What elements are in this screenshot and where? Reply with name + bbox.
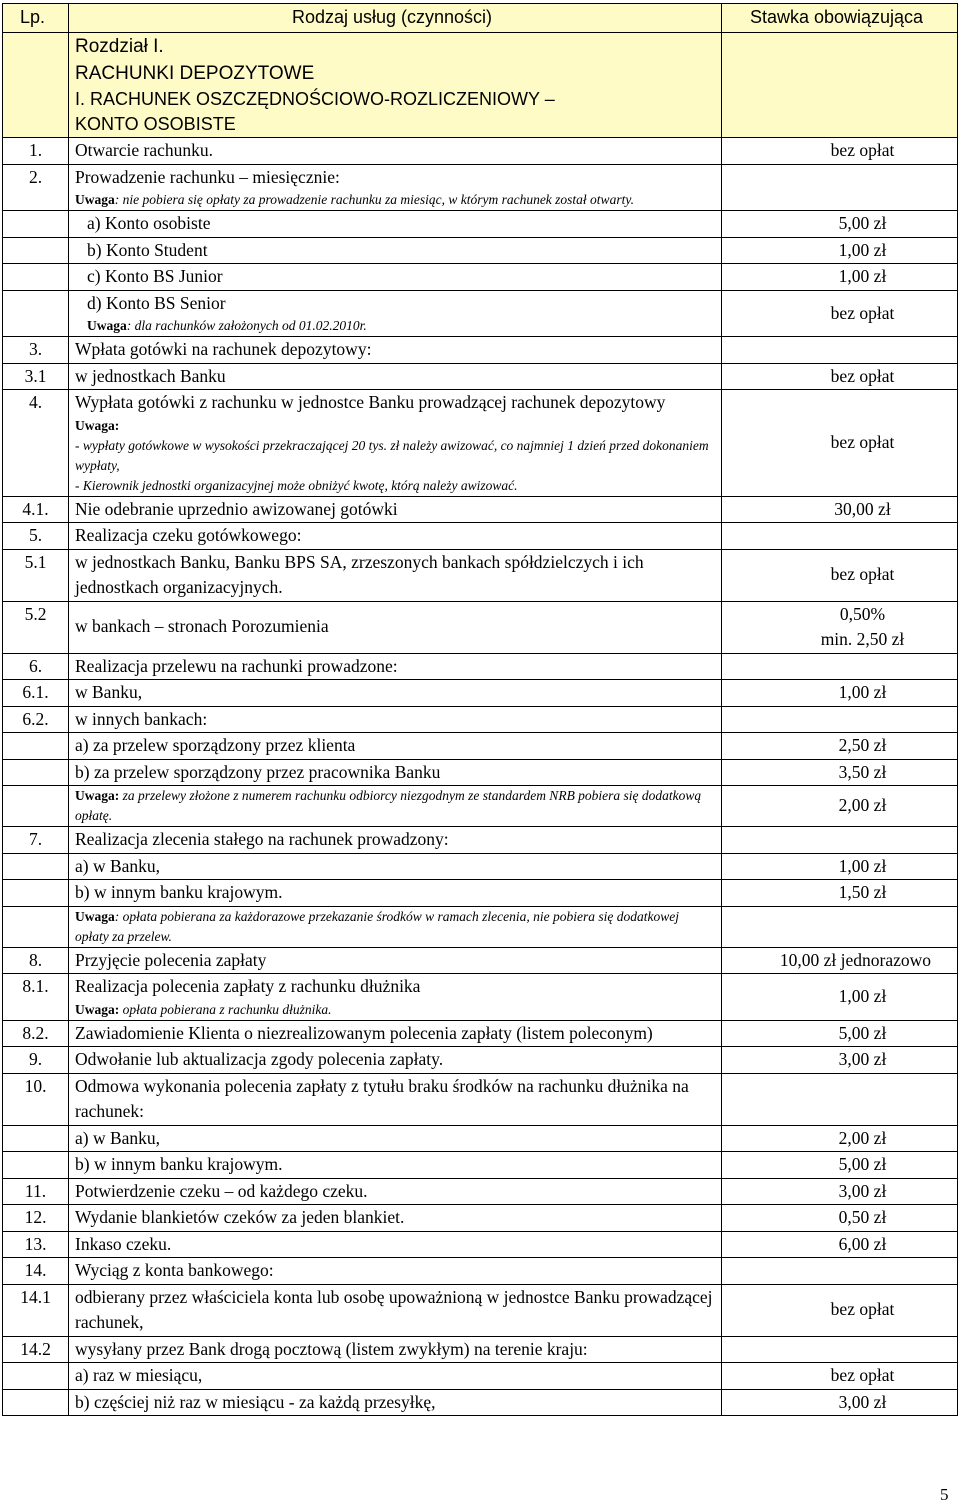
row-desc: Wpłata gotówki na rachunek depozytowy:: [69, 337, 722, 364]
table-row: [3, 1020, 958, 1047]
row-desc: Otwarcie rachunku.: [69, 138, 722, 165]
note-label: Uwaga: [87, 318, 127, 333]
row-rate: bez opłat: [722, 1363, 958, 1390]
table-row: [3, 601, 958, 653]
row-rate: 2,50 zł: [722, 733, 958, 760]
table-row: [3, 290, 958, 337]
row-desc: Przyjęcie polecenia zapłaty: [69, 947, 722, 974]
table-row: [3, 880, 958, 907]
row-desc: Wyciąg z konta bankowego:: [69, 1258, 722, 1285]
table-row: [3, 1152, 958, 1179]
row-note: - wypłaty gotówkowe w wysokości przekraczającej 20 tys. zł należy awizować, co najmniej 1 dzień przed dokonaniem wypłaty,: [75, 437, 709, 473]
table-row: [3, 1047, 958, 1074]
note-label: Uwaga:: [75, 1001, 120, 1017]
note-label: Uwaga: [75, 908, 115, 924]
row-rate: 1,00 zł: [722, 853, 958, 880]
row-lp: 5.2: [3, 601, 69, 653]
row-desc: Inkaso czeku.: [69, 1231, 722, 1258]
table-row: [3, 653, 958, 680]
row-lp: 13.: [3, 1231, 69, 1258]
table-row: [3, 733, 958, 760]
row-rate: 2,00 zł: [722, 1125, 958, 1152]
row-lp: 14.: [3, 1258, 69, 1285]
row-note: Uwaga: nie pobiera się opłaty za prowadzenie rachunku za miesiąc, w którym rachunek został otwarty.: [75, 192, 634, 207]
row-desc: a) raz w miesiącu,: [69, 1363, 722, 1390]
row-desc: w Banku,: [69, 680, 722, 707]
row-lp: 14.2: [3, 1336, 69, 1363]
table-row: [3, 523, 958, 550]
row-desc: Nie odebranie uprzednio awizowanej gotówki: [69, 496, 722, 523]
table-row: [3, 706, 958, 733]
chapter-row: [3, 33, 958, 138]
note-label: Uwaga: [75, 192, 115, 207]
row-lp: 5.: [3, 523, 69, 550]
row-desc: Wypłata gotówki z rachunku w jednostce Banku prowadzącej rachunek depozytowy Uwaga: - wypłaty gotówkowe w wysokości przekraczającej 20 tys. zł należy awizować, co najmniej 1 dzień przed dokonaniem wypłaty, - Kierownik jednostki organizacyjnej może obniżyć kwotę, którą należy awizować.: [69, 390, 722, 497]
row-desc: a) za przelew sporządzony przez klienta: [69, 733, 722, 760]
row-desc: Realizacja polecenia zapłaty z rachunku dłużnika Uwaga: opłata pobierana z rachunku dłużnika.: [69, 974, 722, 1021]
row-lp: 11.: [3, 1178, 69, 1205]
table-row: [3, 853, 958, 880]
row-rate: 3,00 zł: [722, 1047, 958, 1074]
row-desc: b) Konto Student: [69, 237, 722, 264]
row-desc: d) Konto BS Senior Uwaga: dla rachunków założonych od 01.02.2010r.: [69, 290, 722, 337]
row-desc: a) w Banku,: [69, 1125, 722, 1152]
row-desc: a) Konto osobiste: [69, 211, 722, 238]
row-rate: 0,50% min. 2,50 zł: [722, 601, 958, 653]
row-desc: w jednostkach Banku, Banku BPS SA, zrzeszonych bankach spółdzielczych i ich jednostkach organizacyjnych.: [69, 549, 722, 601]
row-lp: 4.: [3, 390, 69, 497]
row-rate: 10,00 zł jednorazowo: [722, 947, 958, 974]
chapter-line2: RACHUNKI DEPOZYTOWE: [75, 63, 315, 84]
table-row: [3, 906, 958, 947]
row-lp: 12.: [3, 1205, 69, 1232]
row-rate: 1,00 zł: [722, 974, 958, 1021]
table-row: [3, 138, 958, 165]
row-lp: 6.2.: [3, 706, 69, 733]
table-row: [3, 759, 958, 786]
chapter-line1: Rozdział I.: [75, 36, 164, 57]
row-note: Uwaga: dla rachunków założonych od 01.02.2010r.: [87, 318, 367, 333]
note-label: Uwaga:: [75, 788, 120, 803]
row-lp: 7.: [3, 827, 69, 854]
row-note: Uwaga: za przelewy złożone z numerem rachunku odbiorcy niezgodnym ze standardem NRB pobiera się dodatkową opłatę.: [75, 788, 702, 823]
row-lp: 10.: [3, 1073, 69, 1125]
row-note-label: Uwaga:: [75, 417, 120, 433]
row-desc: Realizacja zlecenia stałego na rachunek prowadzony:: [69, 827, 722, 854]
header-lp: Lp.: [3, 4, 69, 33]
row-rate: bez opłat: [722, 390, 958, 497]
table-row: [3, 974, 958, 1021]
row-rate: bez opłat: [722, 1284, 958, 1336]
row-rate: 3,50 zł: [722, 759, 958, 786]
row-lp: 8.2.: [3, 1020, 69, 1047]
row-desc-text: Prowadzenie rachunku – miesięcznie:: [75, 166, 340, 187]
chapter-line4: KONTO OSOBISTE: [75, 114, 236, 134]
header-desc: Rodzaj usług (czynności): [69, 4, 722, 33]
row-rate: bez opłat: [722, 363, 958, 390]
row-rate: 30,00 zł: [722, 496, 958, 523]
table-row: [3, 1125, 958, 1152]
row-desc: [69, 164, 722, 211]
row-rate: 1,00 zł: [722, 264, 958, 291]
row-desc: a) w Banku,: [69, 853, 722, 880]
row-note: Uwaga: opłata pobierana za każdorazowe przekazanie środków w ramach zlecenia, nie pobiera się dodatkowej opłaty za przelew.: [75, 908, 679, 944]
row-desc: w jednostkach Banku: [69, 363, 722, 390]
table-row: [3, 680, 958, 707]
row-rate: bez opłat: [722, 138, 958, 165]
row-lp: 14.1: [3, 1284, 69, 1336]
table-row: [3, 1073, 958, 1125]
row-desc: Potwierdzenie czeku – od każdego czeku.: [69, 1178, 722, 1205]
fee-table: [2, 3, 958, 1416]
row-rate: 5,00 zł: [722, 211, 958, 238]
table-row: [3, 1178, 958, 1205]
row-desc: Zawiadomienie Klienta o niezrealizowanym polecenia zapłaty (listem poleconym): [69, 1020, 722, 1047]
row-desc: [69, 786, 722, 827]
table-row: [3, 363, 958, 390]
row-rate: bez opłat: [722, 549, 958, 601]
row-rate: 1,50 zł: [722, 880, 958, 907]
table-row: [3, 211, 958, 238]
row-desc: b) w innym banku krajowym.: [69, 1152, 722, 1179]
table-row: [3, 947, 958, 974]
row-lp: 1.: [3, 138, 69, 165]
row-note: - Kierownik jednostki organizacyjnej może obniżyć kwotę, którą należy awizować.: [75, 477, 518, 493]
chapter-title: [69, 33, 722, 138]
table-row: [3, 1284, 958, 1336]
row-desc: w bankach – stronach Porozumienia: [69, 601, 722, 653]
row-rate: 0,50 zł: [722, 1205, 958, 1232]
table-row: [3, 1231, 958, 1258]
row-desc: wysyłany przez Bank drogą pocztową (listem zwykłym) na terenie kraju:: [69, 1336, 722, 1363]
table-row: [3, 164, 958, 211]
row-lp: 9.: [3, 1047, 69, 1074]
row-desc: Odwołanie lub aktualizacja zgody polecenia zapłaty.: [69, 1047, 722, 1074]
row-rate: 6,00 zł: [722, 1231, 958, 1258]
row-lp: 5.1: [3, 549, 69, 601]
table-row: [3, 1258, 958, 1285]
row-rate: 5,00 zł: [722, 1020, 958, 1047]
row-rate: 3,00 zł: [722, 1389, 958, 1416]
row-desc: b) w innym banku krajowym.: [69, 880, 722, 907]
row-rate: 2,00 zł: [722, 786, 958, 827]
table-row: [3, 390, 958, 497]
row-rate: 1,00 zł: [722, 237, 958, 264]
chapter-line3: I. RACHUNEK OSZCZĘDNOŚCIOWO-ROZLICZENIOWY –: [75, 89, 555, 109]
row-desc: Wydanie blankietów czeków za jeden blankiet.: [69, 1205, 722, 1232]
row-desc: [69, 906, 722, 947]
table-row: [3, 237, 958, 264]
row-lp: 8.1.: [3, 974, 69, 1021]
row-desc: c) Konto BS Junior: [69, 264, 722, 291]
row-lp: 6.1.: [3, 680, 69, 707]
row-lp: 4.1.: [3, 496, 69, 523]
row-lp: 3.: [3, 337, 69, 364]
table-row: [3, 496, 958, 523]
row-desc: b) za przelew sporządzony przez pracownika Banku: [69, 759, 722, 786]
table-row: [3, 1389, 958, 1416]
row-rate: 1,00 zł: [722, 680, 958, 707]
row-lp: 6.: [3, 653, 69, 680]
row-lp: 2.: [3, 164, 69, 211]
row-desc: b) częściej niż raz w miesiącu - za każdą przesyłkę,: [69, 1389, 722, 1416]
table-row: [3, 1336, 958, 1363]
table-row: [3, 264, 958, 291]
row-desc: odbierany przez właściciela konta lub osobę upoważnioną w jednostce Banku prowadzącej rachunek,: [69, 1284, 722, 1336]
row-lp: 3.1: [3, 363, 69, 390]
row-rate: bez opłat: [722, 290, 958, 337]
row-desc: Realizacja czeku gotówkowego:: [69, 523, 722, 550]
table-row: [3, 337, 958, 364]
table-row: [3, 1363, 958, 1390]
row-lp: 8.: [3, 947, 69, 974]
row-desc: Realizacja przelewu na rachunki prowadzone:: [69, 653, 722, 680]
page-number: 5: [940, 1485, 949, 1504]
row-desc: Odmowa wykonania polecenia zapłaty z tytułu braku środków na rachunku dłużnika na rachunek:: [69, 1073, 722, 1125]
row-desc: w innych bankach:: [69, 706, 722, 733]
row-rate: 5,00 zł: [722, 1152, 958, 1179]
row-rate: 3,00 zł: [722, 1178, 958, 1205]
table-row: [3, 786, 958, 827]
table-header-row: [3, 4, 958, 33]
table-row: [3, 549, 958, 601]
row-note: Uwaga: opłata pobierana z rachunku dłużnika.: [75, 1001, 332, 1017]
table-row: [3, 827, 958, 854]
table-row: [3, 1205, 958, 1232]
header-rate: Stawka obowiązująca: [722, 4, 958, 33]
